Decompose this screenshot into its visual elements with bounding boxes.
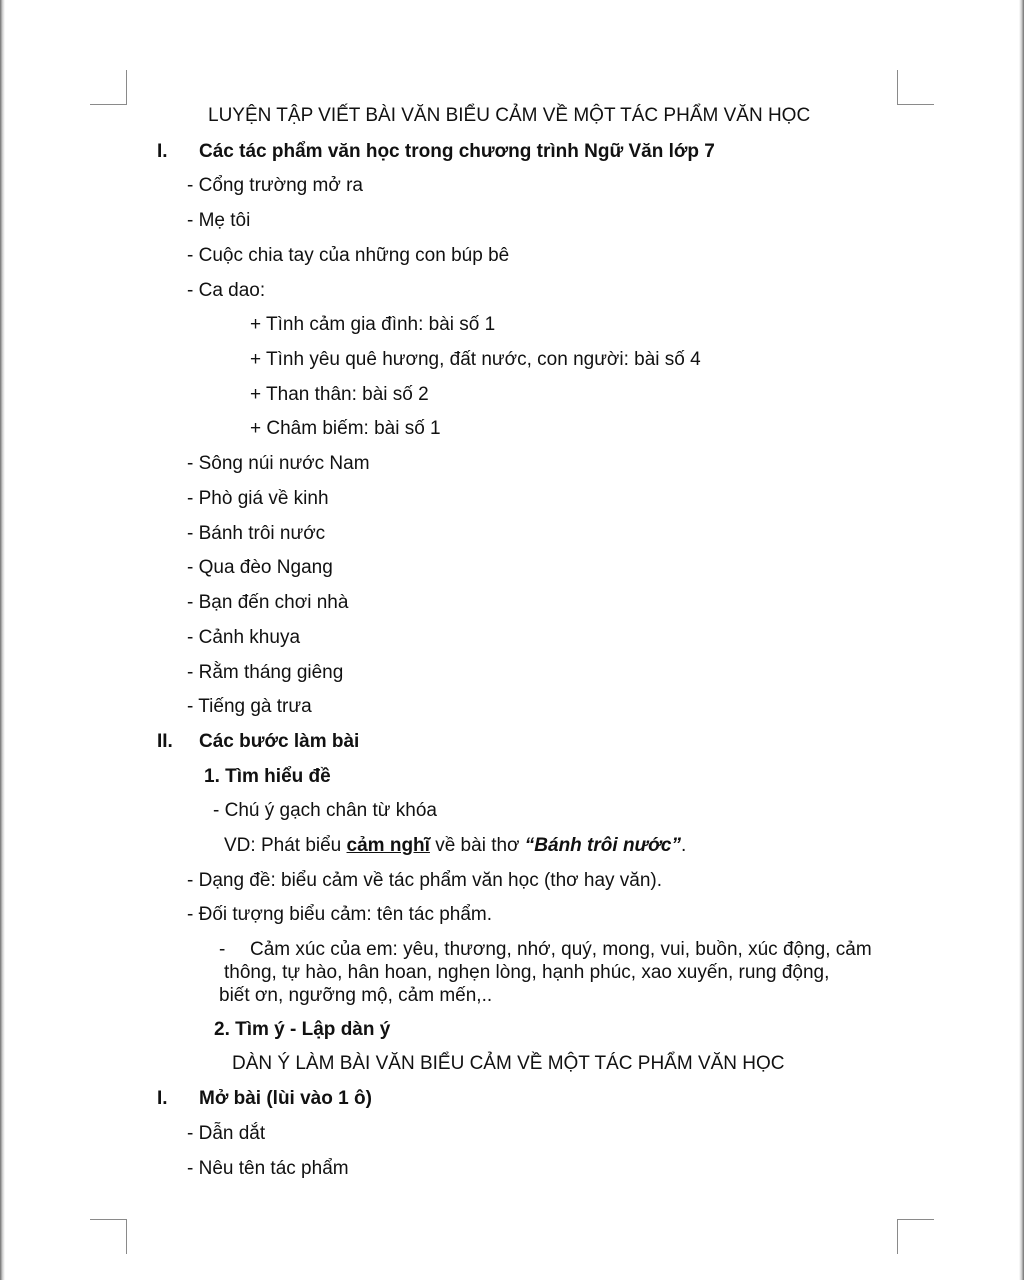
ca-dao-item: + Tình yêu quê hương, đất nước, con người: bài số 4 bbox=[250, 349, 701, 370]
work-item: - Bánh trôi nước bbox=[187, 523, 326, 544]
emotion-dash: - bbox=[219, 939, 226, 960]
crop-mark-top-right bbox=[897, 70, 934, 105]
section-2-numeral: II. bbox=[157, 731, 173, 752]
section-2-heading: Các bước làm bài bbox=[199, 731, 360, 752]
crop-mark-bottom-right bbox=[897, 1219, 934, 1254]
example-line bbox=[224, 834, 686, 858]
emotion-line-1: Cảm xúc của em: yêu, thương, nhớ, quý, mong, vui, buồn, xúc động, cảm bbox=[250, 939, 872, 960]
ca-dao-item: + Than thân: bài số 2 bbox=[250, 384, 429, 405]
outline-numeral: I. bbox=[157, 1088, 168, 1109]
work-item: - Bạn đến chơi nhà bbox=[187, 592, 349, 613]
work-item: - Tiếng gà trưa bbox=[187, 696, 312, 717]
outline-item: - Dẫn dắt bbox=[187, 1123, 266, 1144]
step-1-heading: 1. Tìm hiểu đề bbox=[204, 766, 331, 787]
example-work: “Bánh trôi nước” bbox=[524, 835, 681, 856]
work-item: - Ca dao: bbox=[187, 280, 266, 301]
work-item: - Mẹ tôi bbox=[187, 210, 251, 231]
page-right-edge bbox=[1019, 0, 1024, 1280]
outline-title: DÀN Ý LÀM BÀI VĂN BIỂU CẢM VỀ MỘT TÁC PHẨM VĂN HỌC bbox=[232, 1053, 785, 1074]
topic-form: - Dạng đề: biểu cảm về tác phẩm văn học (thơ hay văn). bbox=[187, 870, 663, 891]
ca-dao-item: + Tình cảm gia đình: bài số 1 bbox=[250, 314, 496, 335]
work-item: - Phò giá về kinh bbox=[187, 488, 329, 509]
step-2-heading: 2. Tìm ý - Lập dàn ý bbox=[214, 1019, 391, 1040]
example-middle: về bài thơ bbox=[429, 835, 525, 856]
outline-item: - Nêu tên tác phẩm bbox=[187, 1158, 349, 1179]
outline-heading: Mở bài (lùi vào 1 ô) bbox=[199, 1088, 372, 1109]
work-item: - Cổng trường mở ra bbox=[187, 175, 363, 196]
work-item: - Cuộc chia tay của những con búp bê bbox=[187, 245, 510, 266]
emotion-line-2: thông, tự hào, hân hoan, nghẹn lòng, hạnh phúc, xao xuyến, rung động, bbox=[224, 962, 830, 983]
work-item: - Rằm tháng giêng bbox=[187, 662, 344, 683]
example-prefix: VD: Phát biểu bbox=[224, 835, 347, 856]
page-left-edge bbox=[0, 0, 5, 1280]
work-item: - Cảnh khuya bbox=[187, 627, 301, 648]
work-item: - Qua đèo Ngang bbox=[187, 557, 333, 578]
section-1-heading: Các tác phẩm văn học trong chương trình Ngữ Văn lớp 7 bbox=[199, 141, 715, 162]
example-suffix: . bbox=[680, 835, 687, 856]
document-title: LUYỆN TẬP VIẾT BÀI VĂN BIỂU CẢM VỀ MỘT TÁC PHẨM VĂN HỌC bbox=[208, 105, 811, 126]
work-item: - Sông núi nước Nam bbox=[187, 453, 370, 474]
crop-mark-top-left bbox=[90, 70, 127, 105]
crop-mark-bottom-left bbox=[90, 1219, 127, 1254]
topic-object: - Đối tượng biểu cảm: tên tác phẩm. bbox=[187, 904, 493, 925]
ca-dao-item: + Châm biếm: bài số 1 bbox=[250, 418, 441, 439]
example-keyword: cảm nghĩ bbox=[346, 835, 430, 856]
emotion-line-3: biết ơn, ngưỡng mộ, cảm mến,.. bbox=[219, 985, 493, 1006]
keyword-tip: - Chú ý gạch chân từ khóa bbox=[213, 800, 437, 821]
section-1-numeral: I. bbox=[157, 141, 168, 162]
